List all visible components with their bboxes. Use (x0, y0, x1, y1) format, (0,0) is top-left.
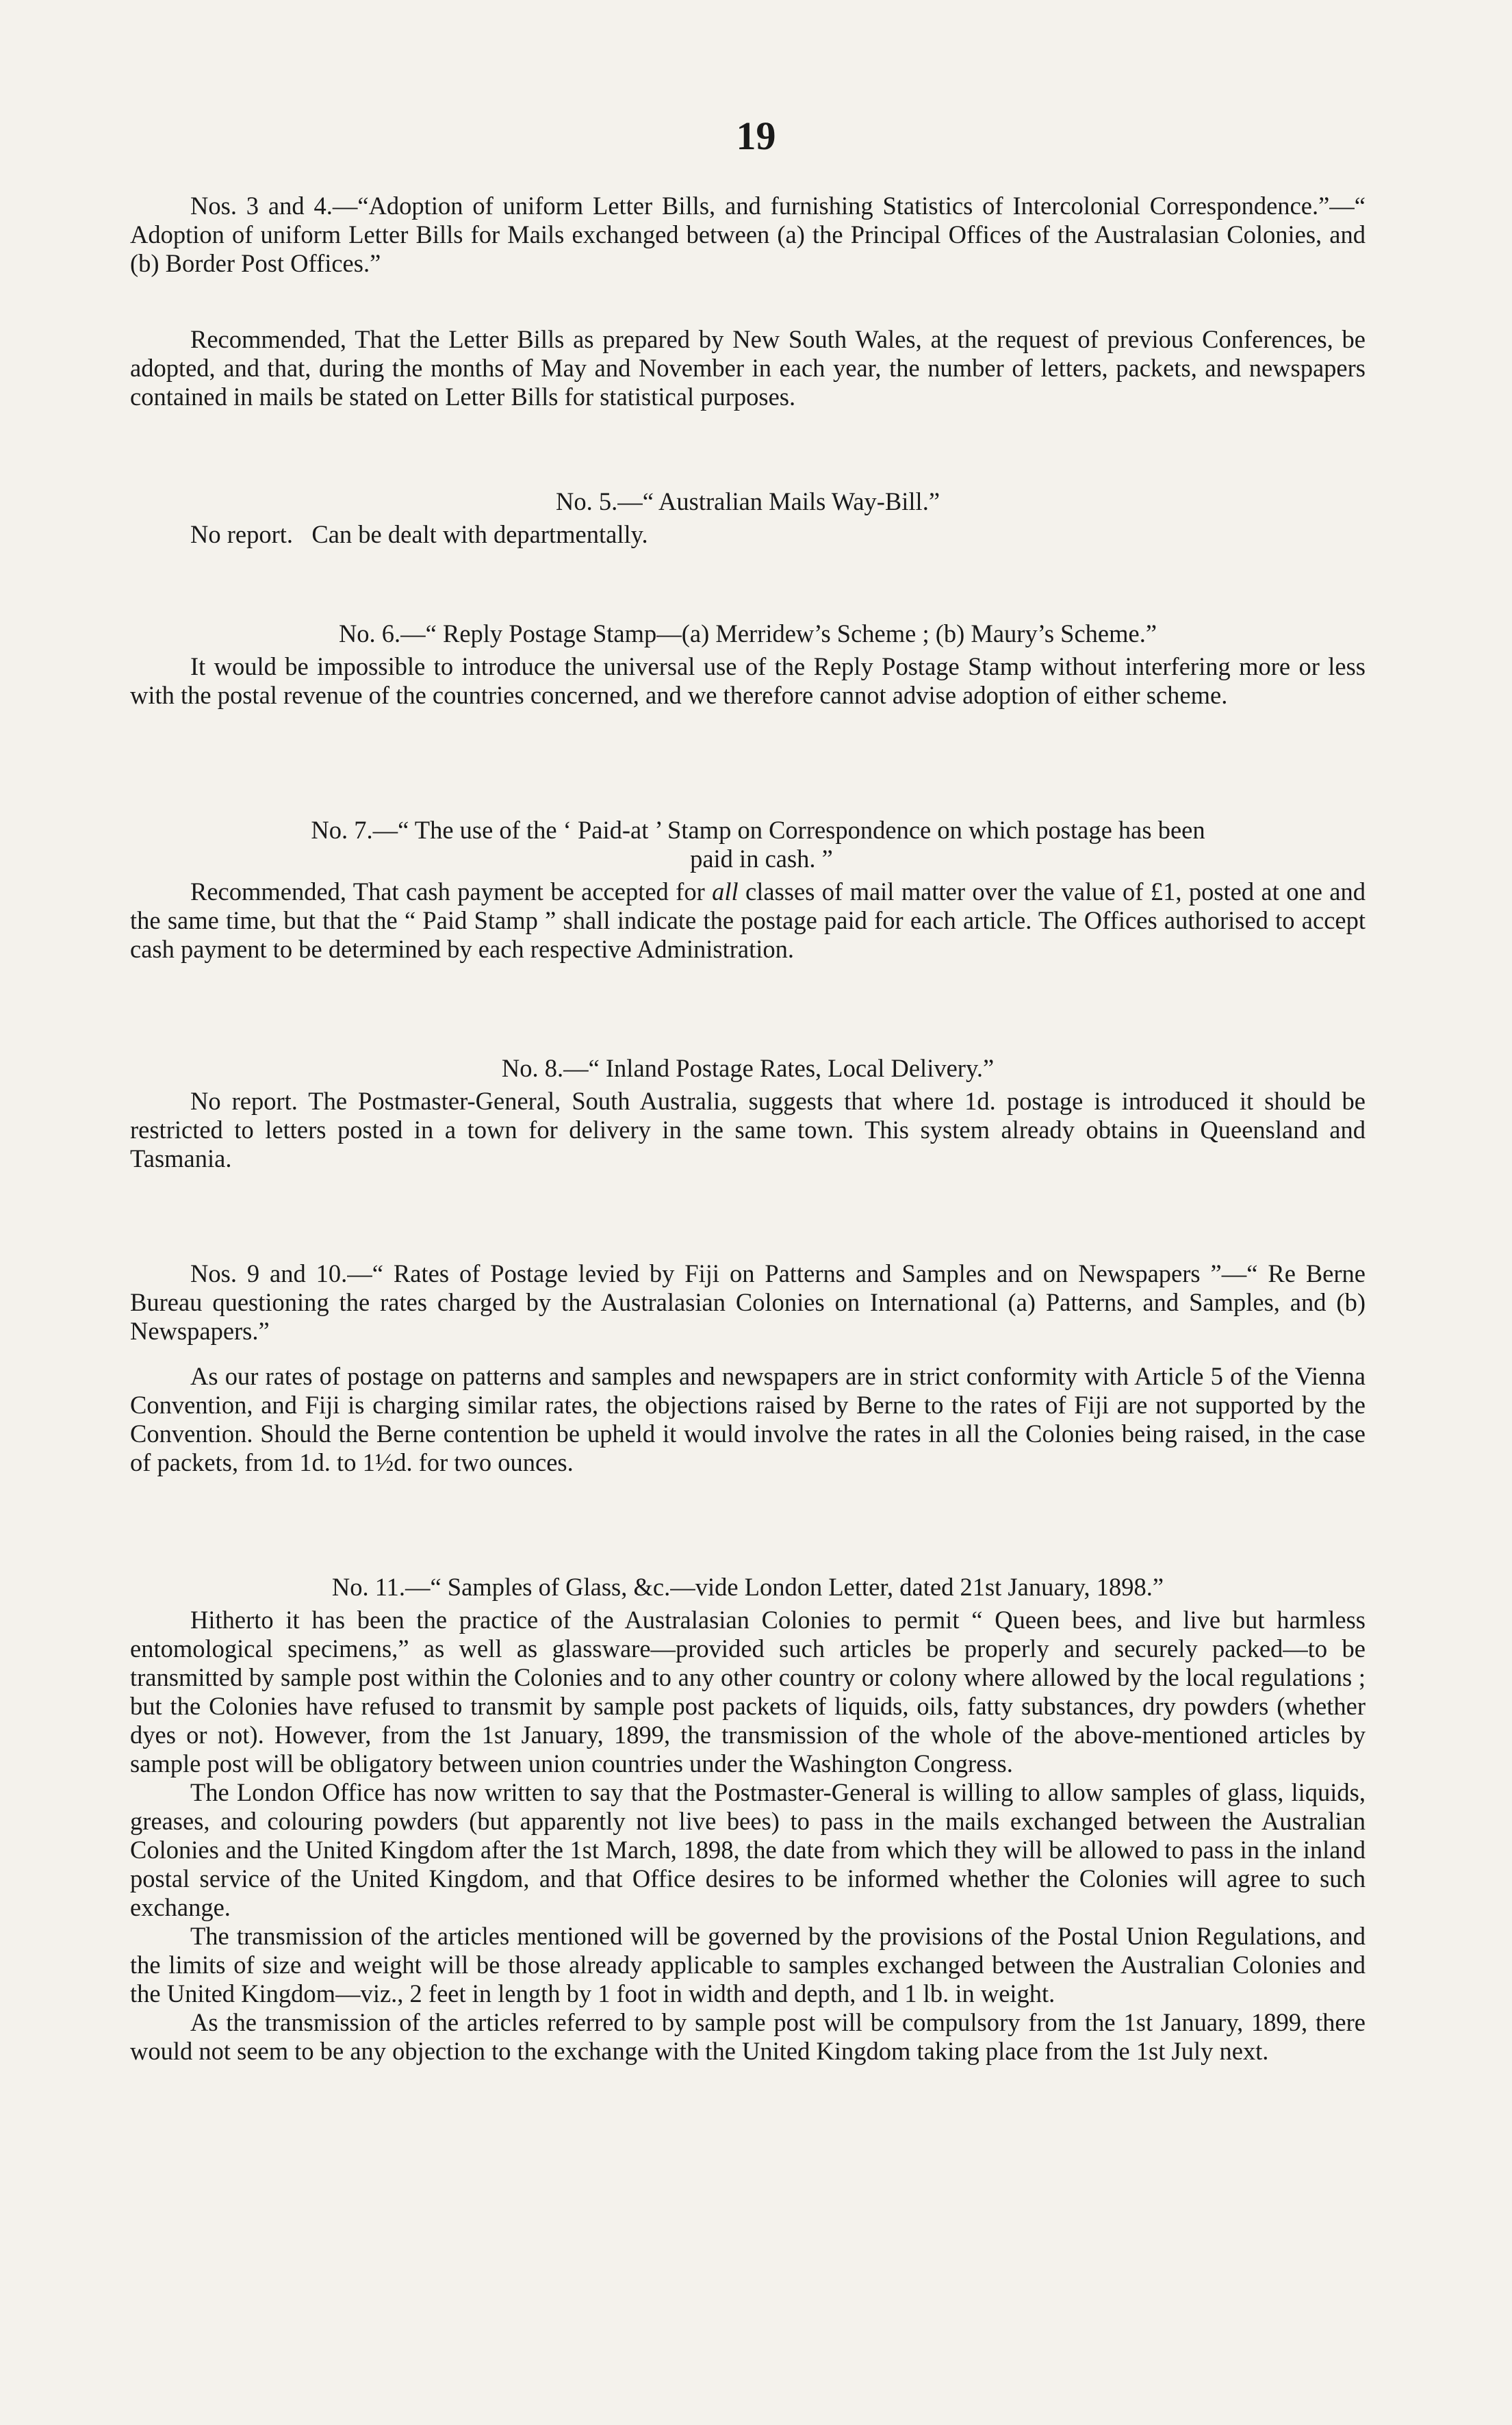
paragraph-4: As the transmission of the articles referred to by sample post will be compulsory from the 1st January, 1899, there would not seem to be any objection to the exchange with the United Kingdom taking place from the 1st July next. (130, 2008, 1366, 2065)
section-no-11 (130, 1573, 1366, 2066)
section-body: Recommended, That cash payment be accepted for all classes of mail matter over the value of £1, posted at one and the same time, but that the “ Paid Stamp ” shall indicate the postage paid for each article. The Offices authorised to accept cash payment to be determined by each respective Administration. (130, 877, 1366, 963)
section-heading: No. 8.—“ Inland Postage Rates, Local Delivery.” (501, 1054, 995, 1082)
section-heading: No. 6.—“ Reply Postage Stamp—(a) Merridew’s Scheme ; (b) Maury’s Scheme.” (338, 619, 1157, 647)
section-heading: No. 5.—“ Australian Mails Way-Bill.” (555, 487, 940, 515)
section-no-7 (130, 816, 1366, 964)
section-heading-line2: paid in cash. ” (690, 845, 833, 873)
section-no-8 (130, 1054, 1366, 1173)
section-body: No report. The Postmaster-General, South Australia, suggests that where 1d. postage is introduced it should be restricted to letters posted in a town for delivery in the same town. This system already obtains in Queensland and Tasmania. (130, 1087, 1366, 1172)
section-no-5 (130, 487, 1366, 549)
section-body: Recommended, That the Letter Bills as prepared by New South Wales, at the request of previous Conferences, be adopted, and that, during the months of May and November in each year, the number of letters, packets, and newspapers contained in mails be stated on Letter Bills for statistical purposes. (130, 325, 1366, 411)
section-body: It would be impossible to introduce the universal use of the Reply Postage Stamp without interfering more or less with the postal revenue of the countries concerned, and we therefore cannot advise adoption of either scheme. (130, 652, 1366, 709)
section-heading-line1: No. 7.—“ The use of the ‘ Paid-at ’ Stamp on Correspondence on which postage has been (311, 816, 1205, 844)
section-body: No report. Can be dealt with departmentally. (190, 520, 648, 548)
section-nos-9-10-body (130, 1362, 1366, 1477)
page-number: 19 (736, 114, 776, 158)
section-body: As our rates of postage on patterns and samples and newspapers are in strict conformity with Article 5 of the Vienna Convention, and Fiji is charging similar rates, the objections raised by Berne to the rates of Fiji are not supported by the Convention. Should the Berne contention be upheld it would involve the rates in all the Colonies being raised, in the case of packets, from 1d. to 1½d. for two ounces. (130, 1362, 1366, 1476)
paragraph-1: Hitherto it has been the practice of the Australasian Colonies to permit “ Queen bees, and live but harmless entomological specimens,” as well as glassware—provided such articles be properly and securely packed—to be transmitted by sample post within the Colonies and to any other country or colony where allowed by the local regulations ; but the Colonies have refused to transmit by sample post packets of liquids, oils, fatty substances, dry powders (whether dyes or not). However, from the 1st January, 1899, the transmission of the whole of the above-mentioned articles by sample post will be obligatory between union countries under the Washington Congress. (130, 1606, 1366, 1778)
section-heading: No. 11.—“ Samples of Glass, &c.—vide London Letter, dated 21st January, 1898.” (331, 1573, 1164, 1601)
section-heading: Nos. 3 and 4.—“Adoption of uniform Letter Bills, and furnishing Statistics of Intercolonial Correspondence.”—“ Adoption of uniform Letter Bills for Mails exchanged between (a) the Principal Offices of the Australasian Colonies, and (b) Border Post Offices.” (130, 192, 1366, 277)
section-nos-9-10 (130, 1259, 1366, 1346)
paragraph-3: The transmission of the articles mentioned will be governed by the provisions of the Postal Union Regulations, and the limits of size and weight will be those already applicable to samples exchanged between the Australian Colonies and the United Kingdom—viz., 2 feet in length by 1 foot in width and depth, and 1 lb. in weight. (130, 1922, 1366, 2007)
section-heading: Nos. 9 and 10.—“ Rates of Postage levied by Fiji on Patterns and Samples and on Newspapers ”—“ Re Berne Bureau questioning the rates charged by the Australasian Colonies on International (a) Patterns, and Samples, and (b) Newspapers.” (130, 1259, 1366, 1345)
paragraph-2: The London Office has now written to say that the Postmaster-General is willing to allow samples of glass, liquids, greases, and colouring powders (but apparently not live bees) to pass in the mails exchanged between the Australian Colonies and the United Kingdom after the 1st March, 1898, the date from which they will be allowed to pass in the inland postal service of the United Kingdom, and that Office desires to be informed whether the Colonies will agree to such exchange. (130, 1778, 1366, 1921)
section-no-6 (130, 619, 1366, 710)
section-nos-3-4-body (130, 325, 1366, 411)
section-nos-3-4 (130, 192, 1366, 278)
